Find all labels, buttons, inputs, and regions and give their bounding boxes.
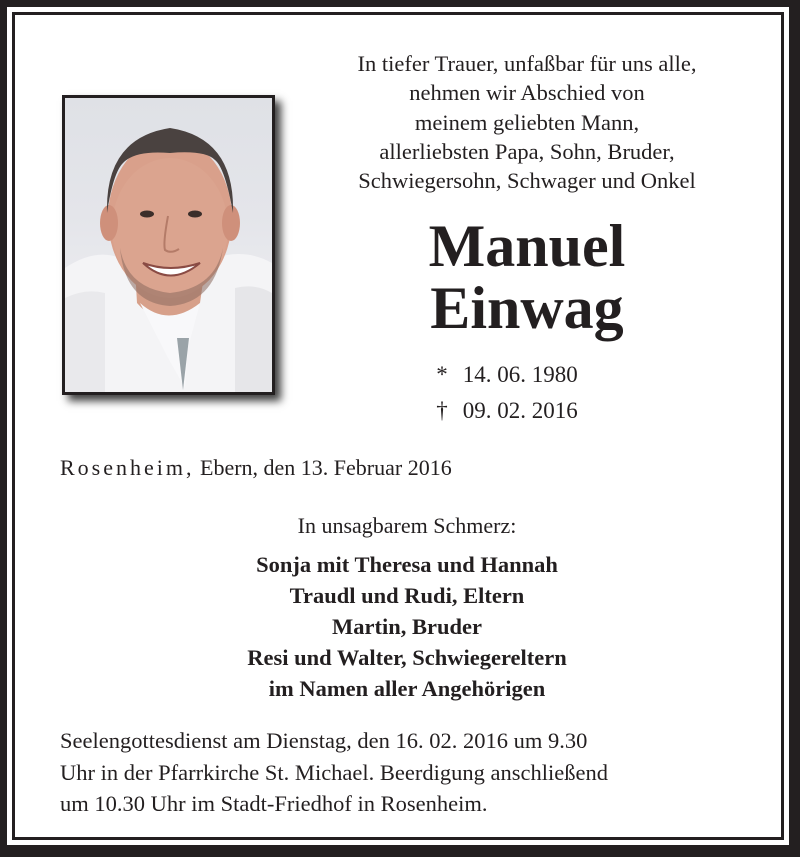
mourner-line: Traudl und Rudi, Eltern [289,583,525,608]
intro-line: nehmen wir Abschied von [409,80,645,106]
birth-date-row [427,357,647,393]
intro-text [292,49,762,195]
intro-line: Schwiegersohn, Schwager und Onkel [358,168,696,194]
portrait-frame [62,95,275,395]
life-dates [427,357,647,429]
mourner-line: Resi und Walter, Schwiegereltern [247,645,567,670]
birth-star-icon: * [436,362,448,387]
place-and-date [60,455,452,481]
birth-date: 14. 06. 1980 [462,362,578,387]
service-info [60,725,750,820]
place-city: Rosenheim, [60,455,195,480]
portrait-photo [65,98,272,392]
first-name: Manuel [428,213,626,279]
death-cross-icon: † [436,398,448,423]
mourner-line: Martin, Bruder [332,614,482,639]
service-line: um 10.30 Uhr im Stadt-Friedhof in Rosenheim. [60,791,488,816]
intro-line: meinem geliebten Mann, [414,109,640,135]
mourners-list [187,549,627,704]
portrait-image-icon [65,98,272,392]
obituary-frame [7,7,789,845]
place-date: Ebern, den 13. Februar 2016 [200,455,452,480]
intro-line: allerliebsten Papa, Sohn, Bruder, [379,138,675,164]
intro-line: In tiefer Trauer, unfaßbar für uns alle, [357,51,697,76]
mourners-heading: In unsagbarem Schmerz: [297,513,517,538]
service-line: Uhr in der Pfarrkirche St. Michael. Beerdigung anschließend [60,759,608,785]
mourner-line: Sonja mit Theresa und Hannah [256,552,558,577]
death-date-row [427,393,647,429]
service-line: Seelengottesdienst am Dienstag, den 16. 02. 2016 um 9.30 [60,728,588,753]
deceased-name [347,215,707,339]
mourner-line: im Namen aller Angehörigen [268,676,546,701]
death-date: 09. 02. 2016 [462,398,578,423]
last-name: Einwag [430,275,624,341]
